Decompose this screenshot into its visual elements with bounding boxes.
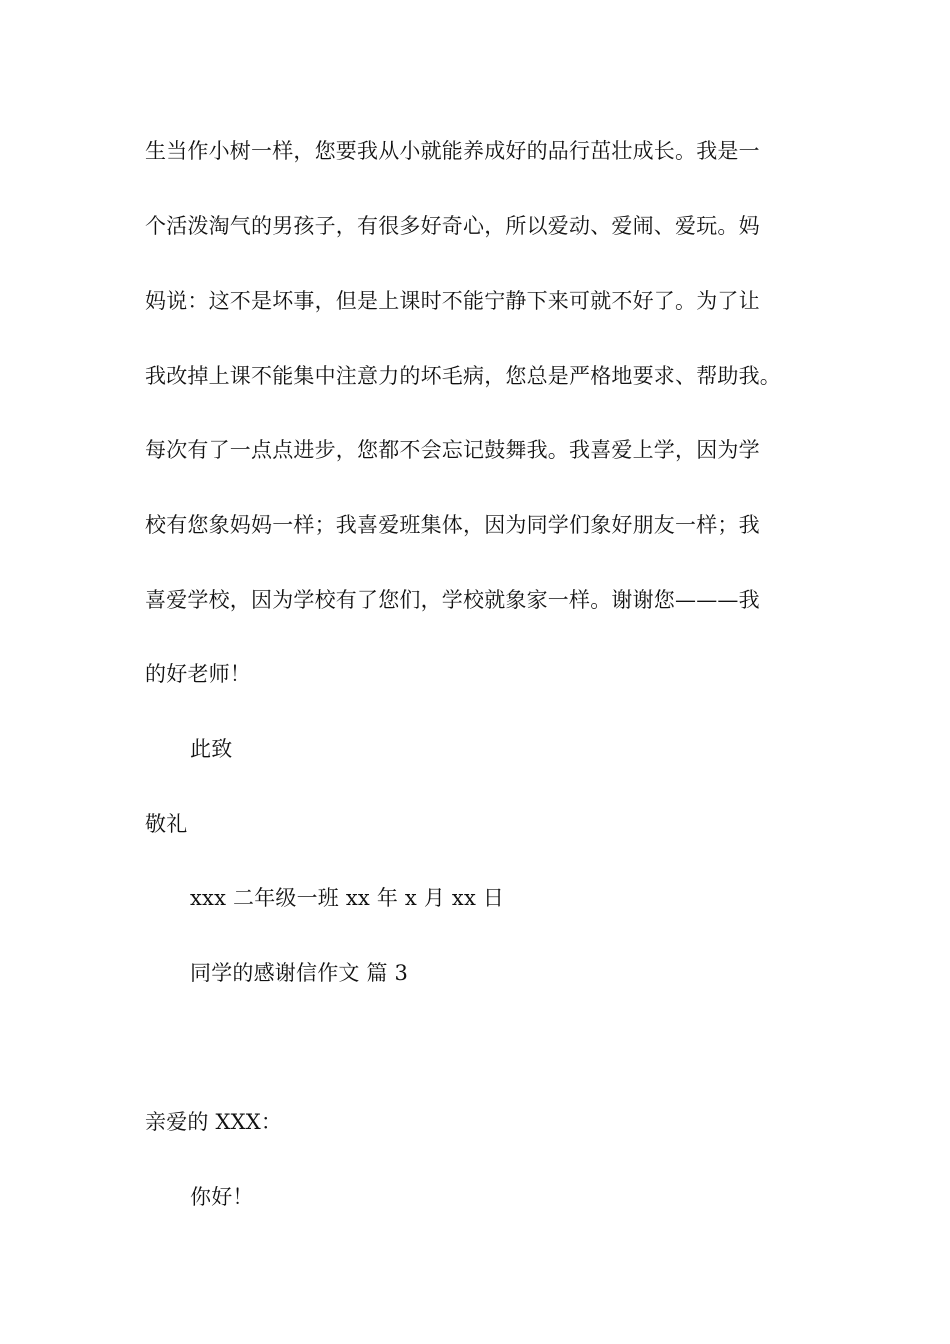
body-line-2: 个活泼淘气的男孩子，有很多好奇心，所以爱动、爱闹、爱玩。妈 (145, 214, 760, 238)
section-heading: 同学的感谢信作文 篇 3 (190, 961, 409, 985)
greeting: 亲爱的 XXX： (145, 1110, 283, 1134)
opening-line: 你好！ (190, 1185, 254, 1209)
body-line-8: 的好老师！ (145, 662, 251, 686)
body-line-3: 妈说：这不是坏事，但是上课时不能宁静下来可就不好了。为了让 (145, 289, 760, 313)
body-line-6: 校有您象妈妈一样；我喜爱班集体，因为同学们象好朋友一样；我 (145, 513, 760, 537)
salute: 敬礼 (145, 812, 188, 836)
body-line-4: 我改掉上课不能集中注意力的坏毛病，您总是严格地要求、帮助我。 (145, 364, 781, 388)
closing-phrase: 此致 (190, 737, 233, 761)
body-line-1: 生当作小树一样，您要我从小就能养成好的品行茁壮成长。我是一 (145, 139, 760, 163)
body-line-5: 每次有了一点点进步，您都不会忘记鼓舞我。我喜爱上学，因为学 (145, 438, 760, 462)
signature-date: xxx 二年级一班 xx 年 x 月 xx 日 (190, 886, 505, 910)
body-line-7: 喜爱学校，因为学校有了您们，学校就象家一样。谢谢您———我 (145, 588, 760, 612)
